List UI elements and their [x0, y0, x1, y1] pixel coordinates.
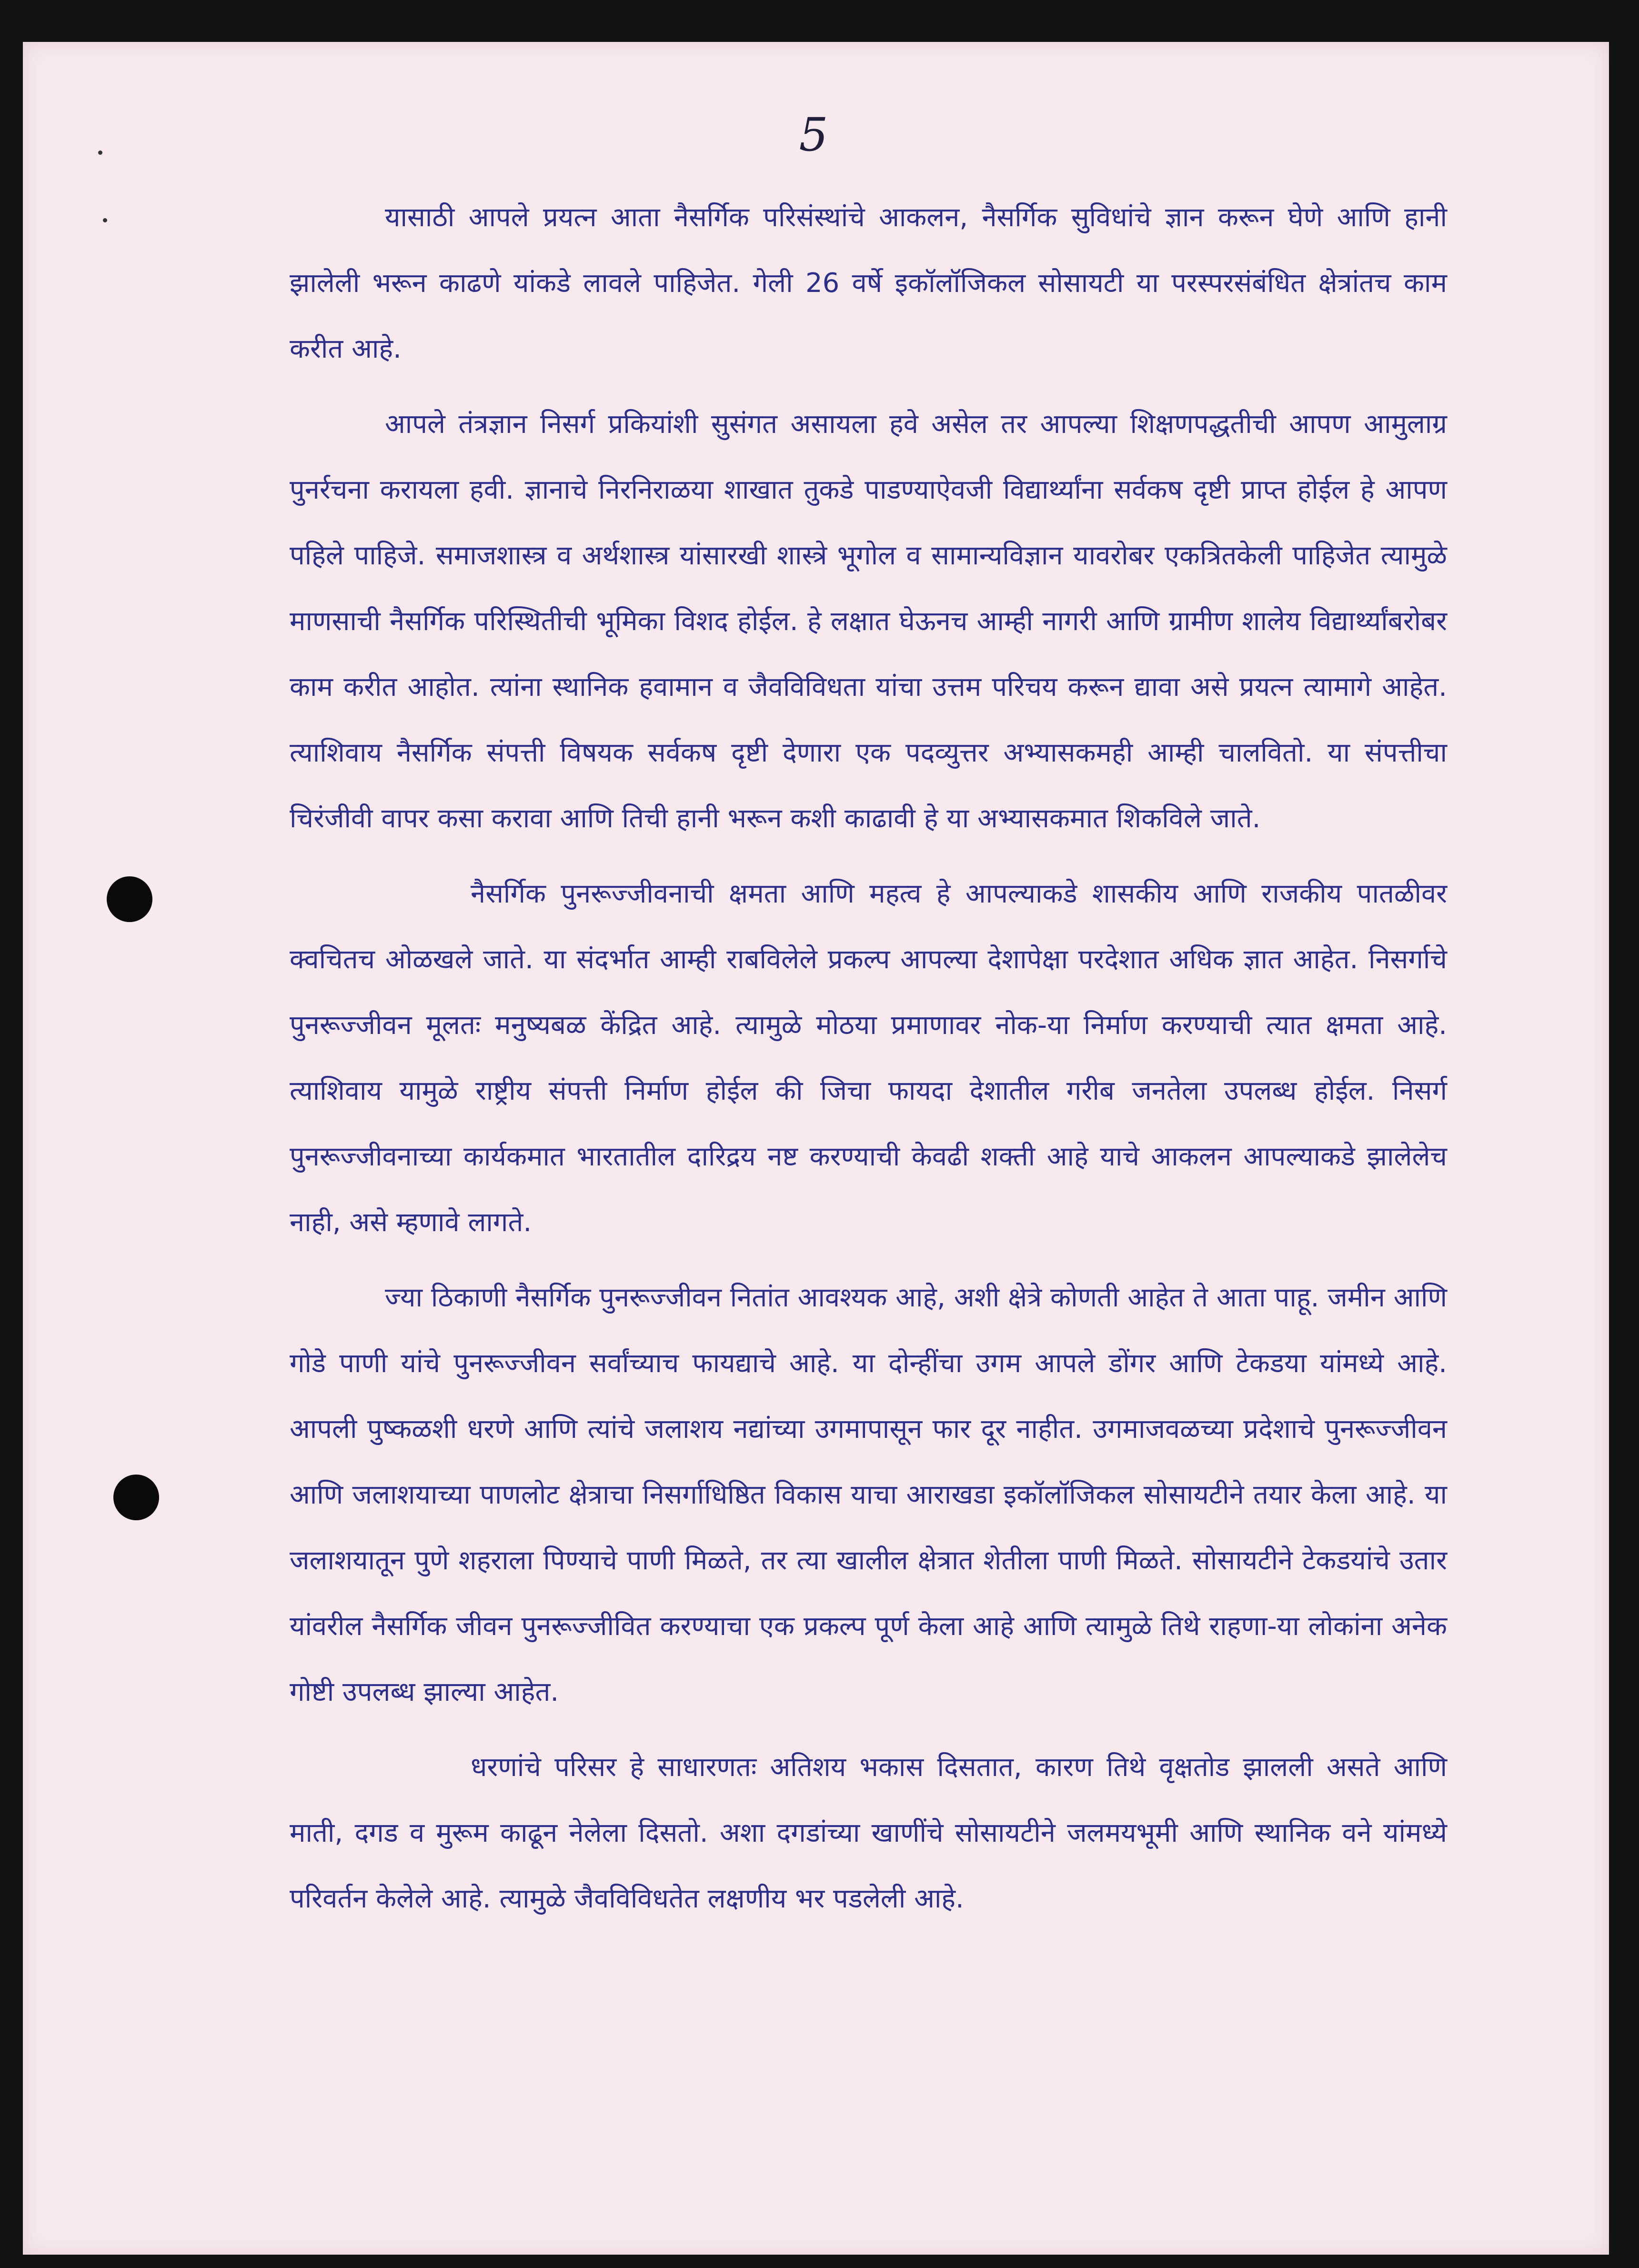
paragraph-5: धरणांचे परिसर हे साधारणतः अतिशय भकास दिसतात, कारण तिथे वृक्षतोड झालली असते आणि माती, दगड व मुरूम काढून नेलेला दिसतो. अशा दगडांच्या खाणींचे सोसायटीने जलमयभूमी आणि स्थानिक वने यांमध्ये परिवर्तन केलेले आहे. त्यामुळे जैवविविधतेत लक्षणीय भर पडलेली आहे.: [290, 1752, 1447, 1914]
page-number: 5: [799, 108, 828, 161]
scan-speck: [98, 151, 102, 155]
punch-hole-icon: [113, 1475, 159, 1520]
document-body: [290, 185, 1447, 1941]
document-page: [23, 42, 1609, 2255]
paragraph-2: आपले तंत्रज्ञान निसर्ग प्रकियांशी सुसंगत असायला हवे असेल तर आपल्या शिक्षणपद्धतीची आपण आमुलाग्र पुनर्रचना करायला हवी. ज्ञानाचे निरनिराळया शाखात तुकडे पाडण्याऐवजी विद्यार्थ्यांना सर्वकष दृष्टी प्राप्त होईल हे आपण पहिले पाहिजे. समाजशास्त्र व अर्थशास्त्र यांसारखी शास्त्रे भूगोल व सामान्यविज्ञान यावरोबर एकत्रितकेली पाहिजेत त्यामुळे माणसाची नैसर्गिक परिस्थितीची भूमिका विशद होईल. हे लक्षात घेऊनच आम्ही नागरी आणि ग्रामीण शालेय विद्यार्थ्यांबरोबर काम करीत आहोत. त्यांना स्थानिक हवामान व जैवविविधता यांचा उत्तम परिचय करून द्यावा असे प्रयत्न त्यामागे आहेत. त्याशिवाय नैसर्गिक संपत्ती विषयक सर्वकष दृष्टी देणारा एक पदव्युत्तर अभ्यासकमही आम्ही चालवितो. या संपत्तीचा चिरंजीवी वापर कसा करावा आणि तिची हानी भरून कशी काढावी हे या अभ्यासकमात शिकविले जाते.: [290, 409, 1447, 834]
paragraph-1: यासाठी आपले प्रयत्न आता नैसर्गिक परिसंस्थांचे आकलन, नैसर्गिक सुविधांचे ज्ञान करून घेणे आणि हानी झालेली भरून काढणे यांकडे लावले पाहिजेत. गेली 26 वर्षे इकॉलॉजिकल सोसायटी या परस्परसंबंधित क्षेत्रांतच काम करीत आहे.: [290, 202, 1447, 364]
paragraph-4: ज्या ठिकाणी नैसर्गिक पुनरूज्जीवन नितांत आवश्यक आहे, अशी क्षेत्रे कोणती आहेत ते आता पाहू. जमीन आणि गोडे पाणी यांचे पुनरूज्जीवन सर्वांच्याच फायद्याचे आहे. या दोन्हींचा उगम आपले डोंगर आणि टेकडया यांमध्ये आहे. आपली पुष्कळशी धरणे आणि त्यांचे जलाशय नद्यांच्या उगमापासून फार दूर नाहीत. उगमाजवळच्या प्रदेशाचे पुनरूज्जीवन आणि जलाशयाच्या पाणलोट क्षेत्राचा निसर्गाधिष्ठित विकास याचा आराखडा इकॉलॉजिकल सोसायटीने तयार केला आहे. या जलाशयातून पुणे शहराला पिण्याचे पाणी मिळते, तर त्या खालील क्षेत्रात शेतीला पाणी मिळते. सोसायटीने टेकडयांचे उतार यांवरील नैसर्गिक जीवन पुनरूज्जीवित करण्याचा एक प्रकल्प पूर्ण केला आहे आणि त्यामुळे तिथे राहणा-या लोकांना अनेक गोष्टी उपलब्ध झाल्या आहेत.: [290, 1282, 1447, 1707]
punch-hole-icon: [107, 876, 152, 922]
scan-speck: [103, 218, 107, 222]
paragraph-3: नैसर्गिक पुनरूज्जीवनाची क्षमता आणि महत्व हे आपल्याकडे शासकीय आणि राजकीय पातळीवर क्वचितच ओळखले जाते. या संदर्भात आम्ही राबविलेले प्रकल्प आपल्या देशापेक्षा परदेशात अधिक ज्ञात आहेत. निसर्गाचे पुनरूज्जीवन मूलतः मनुष्यबळ केंद्रित आहे. त्यामुळे मोठया प्रमाणावर नोक-या निर्माण करण्याची त्यात क्षमता आहे. त्याशिवाय यामुळे राष्ट्रीय संपत्ती निर्माण होईल की जिचा फायदा देशातील गरीब जनतेला उपलब्ध होईल. निसर्ग पुनरूज्जीवनाच्या कार्यकमात भारतातील दारिद्रय नष्ट करण्याची केवढी शक्ती आहे याचे आकलन आपल्याकडे झालेलेच नाही, असे म्हणावे लागते.: [290, 878, 1447, 1238]
